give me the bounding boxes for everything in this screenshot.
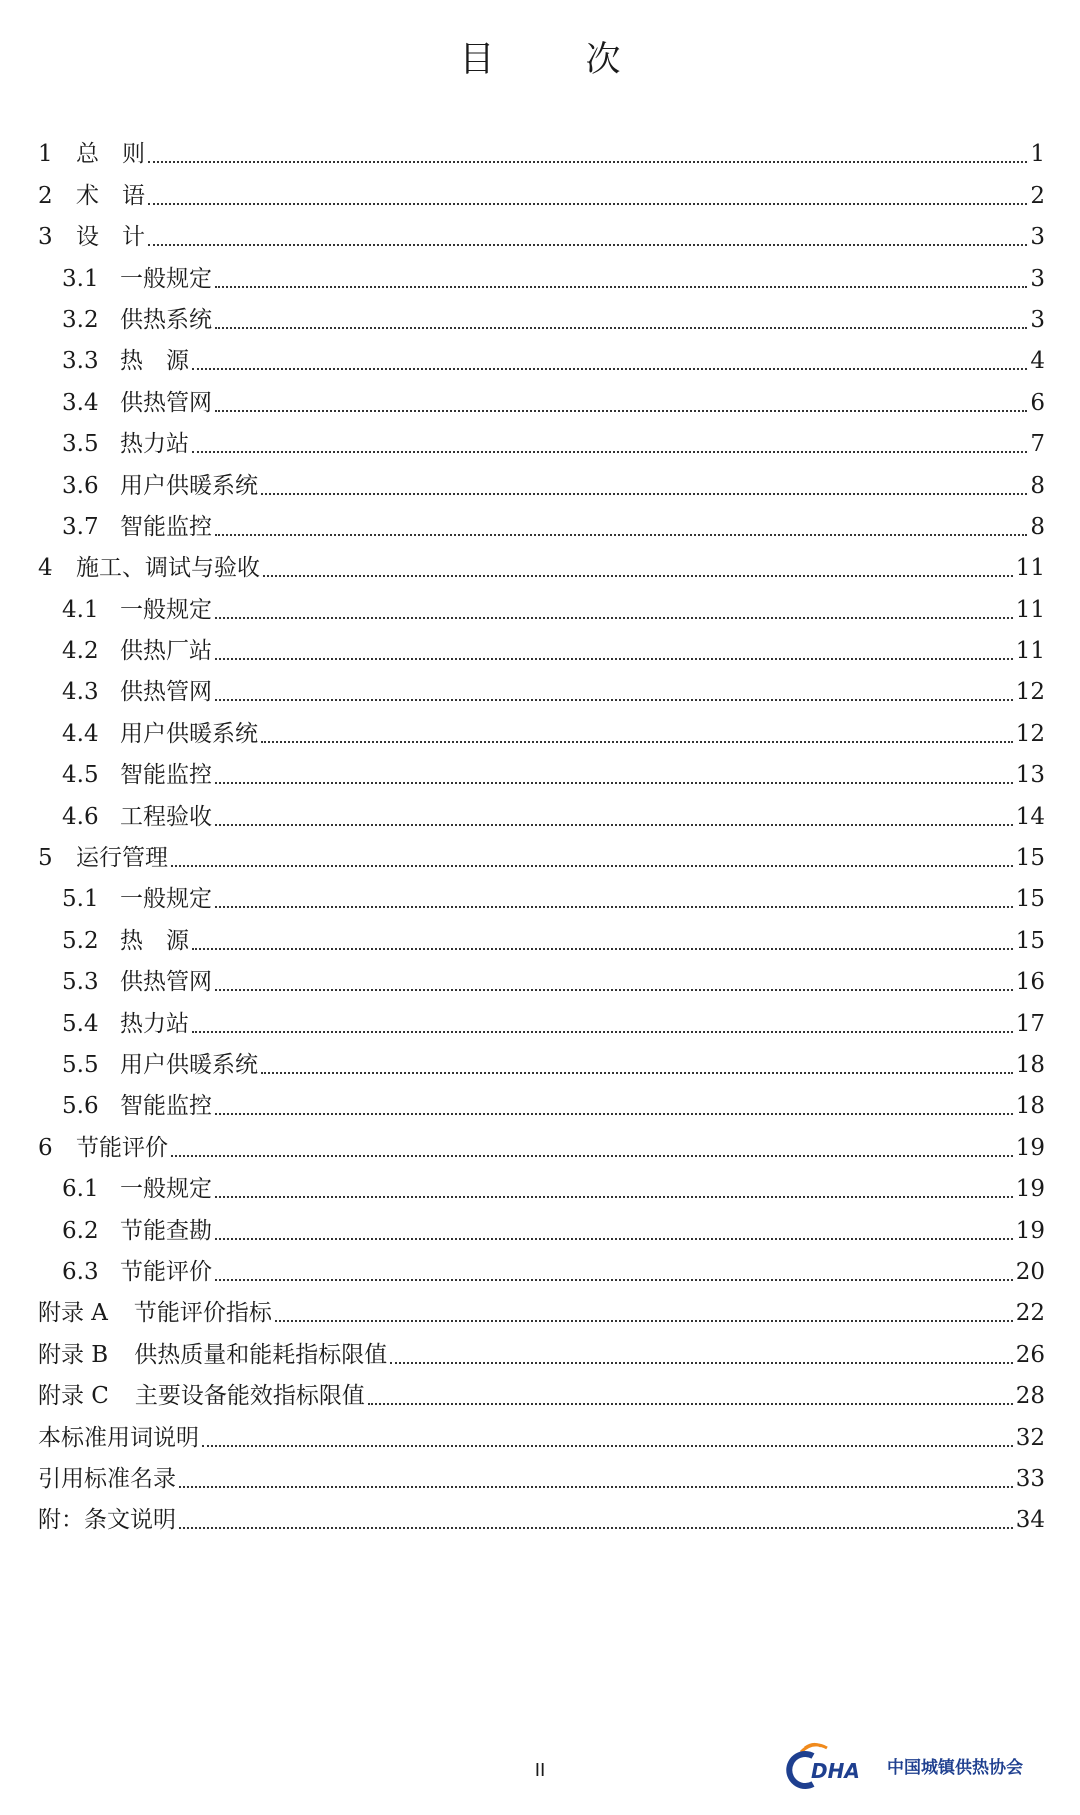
toc-leader-dots	[215, 1196, 1013, 1198]
toc-entry-label: 热力站	[120, 1010, 189, 1037]
toc-entry[interactable]	[38, 375, 1045, 416]
toc-entry-label: 智能监控	[120, 1093, 212, 1120]
toc-entry-number: 5.4	[62, 1010, 99, 1037]
toc-entry-page: 20	[1015, 1258, 1045, 1285]
toc-entry-page: 14	[1015, 803, 1045, 830]
toc-entry-label: 工程验收	[120, 803, 212, 830]
toc-entry-number: 3	[38, 224, 53, 251]
toc-entry-label: 用户供暖系统	[120, 720, 258, 747]
toc-entry-label: 一般规定	[120, 886, 212, 913]
toc-entry-label: 一般规定	[120, 596, 212, 623]
toc-entry[interactable]	[38, 251, 1045, 292]
toc-entry-number: 4.2	[62, 638, 99, 665]
toc-entry-number: 4.5	[62, 762, 99, 789]
toc-entry-label: 供热管网	[120, 389, 212, 416]
toc-leader-dots	[263, 575, 1013, 577]
toc-entry-page: 19	[1015, 1217, 1045, 1244]
toc-entry-number: 1	[38, 141, 53, 168]
toc-leader-dots	[215, 824, 1013, 826]
toc-entry[interactable]	[38, 789, 1045, 830]
toc-entry-page: 12	[1015, 679, 1045, 706]
toc-entry-number: 6.1	[62, 1176, 99, 1203]
toc-entry[interactable]	[38, 831, 1045, 872]
toc-entry-label: 供热质量和能耗指标限值	[134, 1341, 388, 1368]
toc-leader-dots	[368, 1403, 1013, 1405]
page-number: II	[534, 1760, 546, 1781]
toc-entry-number: 附录 C	[38, 1383, 109, 1410]
toc-entry-label: 供热系统	[120, 306, 212, 333]
toc-leader-dots	[215, 327, 1027, 329]
toc-entry[interactable]	[38, 1452, 1045, 1493]
toc-entry-label: 热力站	[120, 431, 189, 458]
toc-entry-number: 5.6	[62, 1093, 99, 1120]
toc-entry[interactable]	[38, 210, 1045, 251]
toc-entry-page: 22	[1015, 1300, 1045, 1327]
page-title: 目 次	[459, 40, 661, 80]
toc-entry-page: 15	[1015, 927, 1045, 954]
toc-entry-label: 设 计	[76, 224, 145, 251]
toc-entry-page: 1	[1030, 141, 1045, 168]
toc-entry-page: 15	[1015, 886, 1045, 913]
toc-entry[interactable]	[38, 955, 1045, 996]
table-of-contents	[38, 127, 1045, 1534]
toc-entry-page: 18	[1015, 1051, 1045, 1078]
toc-entry-label: 供热管网	[120, 969, 212, 996]
toc-entry-page: 3	[1030, 224, 1045, 251]
toc-entry-number: 5.5	[62, 1051, 99, 1078]
toc-entry-number: 2	[38, 182, 53, 209]
toc-entry-number: 3.1	[62, 265, 99, 292]
toc-entry-page: 19	[1015, 1134, 1045, 1161]
toc-entry[interactable]	[38, 1245, 1045, 1286]
toc-leader-dots	[192, 948, 1013, 950]
toc-entry-number: 5.1	[62, 886, 99, 913]
toc-entry-page: 8	[1030, 472, 1045, 499]
toc-entry-label: 一般规定	[120, 265, 212, 292]
toc-entry[interactable]	[38, 1162, 1045, 1203]
toc-entry[interactable]	[38, 1203, 1045, 1244]
logo-text: 中国城镇供热协会	[887, 1757, 1023, 1778]
toc-leader-dots	[215, 658, 1013, 660]
toc-entry[interactable]	[38, 665, 1045, 706]
toc-entry-number: 4.3	[62, 679, 99, 706]
toc-entry[interactable]	[38, 748, 1045, 789]
toc-entry[interactable]	[38, 1079, 1045, 1120]
toc-entry-page: 15	[1015, 845, 1045, 872]
toc-leader-dots	[192, 451, 1027, 453]
toc-entry-page: 7	[1030, 431, 1045, 458]
toc-entry-number: 3.4	[62, 389, 99, 416]
cdha-logo-icon	[783, 1738, 883, 1792]
toc-entry[interactable]	[38, 1493, 1045, 1534]
toc-entry-label: 供热厂站	[120, 638, 212, 665]
toc-entry-page: 26	[1015, 1341, 1045, 1368]
toc-entry[interactable]	[38, 1369, 1045, 1410]
toc-leader-dots	[215, 782, 1013, 784]
toc-entry-number: 6	[38, 1134, 53, 1161]
toc-entry-page: 32	[1015, 1424, 1045, 1451]
toc-entry[interactable]	[38, 293, 1045, 334]
toc-entry-page: 18	[1015, 1093, 1045, 1120]
toc-entry-number: 4.4	[62, 720, 99, 747]
toc-leader-dots	[215, 1238, 1013, 1240]
toc-entry-number: 4	[38, 555, 53, 582]
toc-leader-dots	[148, 161, 1027, 163]
toc-leader-dots	[261, 493, 1027, 495]
toc-leader-dots	[215, 617, 1013, 619]
svg-text:DHA: DHA	[811, 1759, 860, 1783]
toc-entry-label: 用户供暖系统	[120, 472, 258, 499]
toc-entry-page: 13	[1015, 762, 1045, 789]
toc-entry-page: 3	[1030, 306, 1045, 333]
toc-entry[interactable]	[38, 168, 1045, 209]
toc-leader-dots	[215, 410, 1027, 412]
toc-leader-dots	[148, 203, 1027, 205]
toc-entry-page: 28	[1015, 1383, 1045, 1410]
toc-entry[interactable]	[38, 417, 1045, 458]
toc-leader-dots	[215, 534, 1027, 536]
toc-leader-dots	[171, 1155, 1013, 1157]
toc-entry-number: 4.1	[62, 596, 99, 623]
toc-entry-page: 12	[1015, 720, 1045, 747]
toc-leader-dots	[215, 1279, 1013, 1281]
toc-leader-dots	[215, 286, 1027, 288]
toc-entry-number: 5.3	[62, 969, 99, 996]
toc-entry-label: 智能监控	[120, 513, 212, 540]
toc-leader-dots	[202, 1445, 1013, 1447]
toc-entry-number: 3.2	[62, 306, 99, 333]
toc-entry-page: 11	[1015, 555, 1045, 582]
toc-entry-label: 一般规定	[120, 1176, 212, 1203]
toc-entry-page: 11	[1015, 596, 1045, 623]
toc-entry-label: 施工、调试与验收	[76, 555, 260, 582]
toc-leader-dots	[192, 1031, 1013, 1033]
toc-leader-dots	[192, 368, 1027, 370]
toc-entry-page: 2	[1030, 182, 1045, 209]
toc-leader-dots	[275, 1320, 1013, 1322]
toc-entry-label: 节能评价指标	[133, 1300, 272, 1327]
toc-entry-page: 11	[1015, 638, 1045, 665]
toc-entry-number: 3.6	[62, 472, 99, 499]
toc-entry-page: 4	[1030, 348, 1045, 375]
toc-entry-number: 附录 B	[38, 1341, 109, 1368]
toc-entry-page: 33	[1015, 1465, 1045, 1492]
toc-entry[interactable]	[38, 1120, 1045, 1161]
toc-entry[interactable]	[38, 582, 1045, 623]
toc-entry[interactable]	[38, 1410, 1045, 1451]
toc-entry-number: 6.3	[62, 1258, 99, 1285]
toc-entry-page: 6	[1030, 389, 1045, 416]
toc-entry-number: 3.7	[62, 513, 99, 540]
toc-leader-dots	[215, 989, 1013, 991]
toc-entry-label: 供热管网	[120, 679, 212, 706]
toc-entry-label: 节能查勘	[120, 1217, 212, 1244]
toc-leader-dots	[179, 1486, 1013, 1488]
toc-leader-dots	[171, 865, 1013, 867]
toc-entry-label: 用户供暖系统	[120, 1051, 258, 1078]
toc-entry-label: 引用标准名录	[38, 1465, 176, 1492]
toc-entry[interactable]	[38, 1327, 1045, 1368]
toc-leader-dots	[215, 1113, 1013, 1115]
toc-entry-label: 热 源	[120, 927, 189, 954]
toc-entry-number: 5.2	[62, 927, 99, 954]
toc-entry-label: 热 源	[120, 348, 189, 375]
toc-entry[interactable]	[38, 624, 1045, 665]
toc-entry-label: 智能监控	[120, 762, 212, 789]
association-logo	[783, 1738, 1053, 1792]
toc-entry-number: 5	[38, 845, 53, 872]
toc-entry-label: 总 则	[76, 141, 145, 168]
toc-entry-label: 术 语	[76, 182, 145, 209]
toc-leader-dots	[390, 1362, 1013, 1364]
toc-leader-dots	[261, 1072, 1013, 1074]
toc-entry[interactable]	[38, 996, 1045, 1037]
toc-leader-dots	[215, 906, 1013, 908]
toc-entry-page: 8	[1030, 513, 1045, 540]
toc-leader-dots	[215, 699, 1013, 701]
toc-entry-number: 4.6	[62, 803, 99, 830]
toc-entry-page: 19	[1015, 1176, 1045, 1203]
toc-leader-dots	[261, 741, 1013, 743]
toc-entry[interactable]	[38, 1038, 1045, 1079]
toc-entry[interactable]	[38, 334, 1045, 375]
toc-entry-label: 主要设备能效指标限值	[134, 1383, 365, 1410]
toc-entry[interactable]	[38, 127, 1045, 168]
toc-entry[interactable]	[38, 458, 1045, 499]
toc-entry-label: 节能评价	[120, 1258, 212, 1285]
toc-entry-number: 3.3	[62, 348, 99, 375]
toc-entry-page: 17	[1015, 1010, 1045, 1037]
toc-entry[interactable]	[38, 706, 1045, 747]
toc-entry-page: 3	[1030, 265, 1045, 292]
toc-entry[interactable]	[38, 1286, 1045, 1327]
toc-entry-number: 附录 A	[38, 1300, 108, 1327]
toc-entry[interactable]	[38, 500, 1045, 541]
toc-entry-page: 34	[1015, 1507, 1045, 1534]
toc-entry-label: 附：条文说明	[38, 1507, 176, 1534]
toc-entry-number: 6.2	[62, 1217, 99, 1244]
toc-entry[interactable]	[38, 913, 1045, 954]
toc-entry-label: 节能评价	[76, 1134, 168, 1161]
toc-entry-label: 运行管理	[76, 845, 168, 872]
toc-entry[interactable]	[38, 872, 1045, 913]
toc-leader-dots	[179, 1527, 1013, 1529]
toc-entry-label: 本标准用词说明	[38, 1424, 199, 1451]
toc-entry-number: 3.5	[62, 431, 99, 458]
toc-entry-page: 16	[1015, 969, 1045, 996]
toc-entry[interactable]	[38, 541, 1045, 582]
toc-leader-dots	[148, 244, 1027, 246]
